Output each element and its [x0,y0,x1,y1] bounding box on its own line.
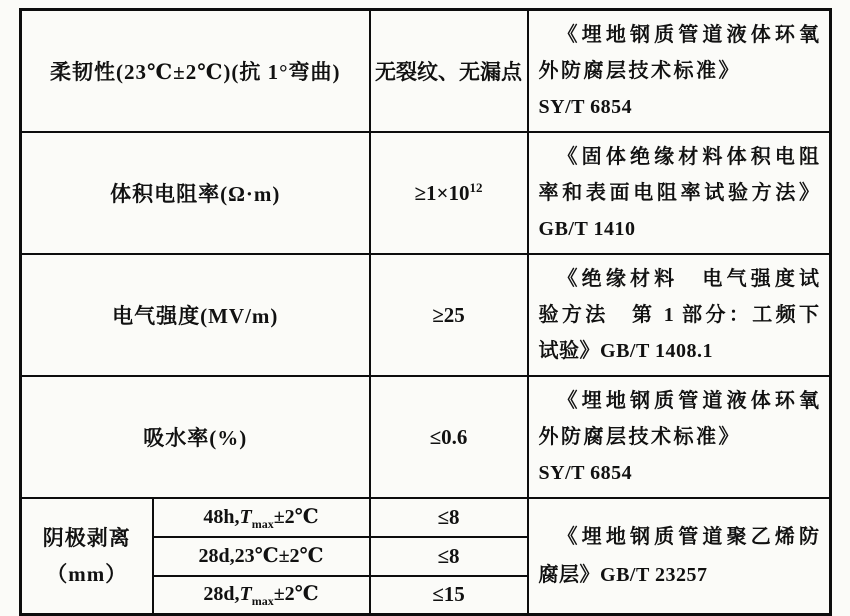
requirement-value: ≤8 [437,544,460,568]
requirement-value: ≥1×10 [414,181,470,205]
condition-text: 48h, [203,505,240,528]
property-cell [21,10,370,133]
standard-line: SY/T 6854 [538,462,633,484]
condition-cell [153,537,370,576]
standard-line: 《埋地钢质管道聚乙烯防 [557,525,820,548]
table-row [21,498,831,537]
standard-line: 《绝缘材料 电气强度试 [557,268,820,290]
standard-cell [528,376,831,498]
standards-table [19,8,832,616]
condition-text: ±2℃ [273,505,319,528]
requirement-value: ≥25 [432,302,465,327]
table-row [21,254,831,376]
property-label: 体积电阻率(Ω·m) [110,182,281,206]
requirement-cell [370,132,528,254]
condition-variable: T [239,505,252,528]
condition-cell [153,576,370,614]
property-cell [21,254,370,376]
standard-line: 《埋地钢质管道液体环氧 [557,24,820,46]
property-cell [21,376,370,498]
requirement-cell [370,10,528,133]
requirement-cell [370,498,528,537]
condition-text: 28d,23℃±2℃ [198,544,324,567]
property-label: 柔韧性(23℃±2℃)(抗 1°弯曲) [50,60,341,84]
requirement-value: ≤0.6 [429,424,468,449]
standard-cell [528,498,831,614]
standard-cell [528,254,831,376]
cathodic-label-cell [21,498,153,614]
table-row [21,10,831,133]
standard-line: 《固体绝缘材料体积电阻 [557,146,820,168]
condition-cell [153,498,370,537]
standard-cell [528,132,831,254]
cathodic-label-line: （mm） [46,561,128,586]
property-label: 电气强度(MV/m) [112,304,279,328]
table-row [21,376,831,498]
requirement-exponent: 12 [469,180,483,195]
condition-text: ±2℃ [273,582,319,605]
condition-subscript: max [251,516,274,531]
requirement-cell [370,576,528,614]
condition-subscript: max [251,593,274,608]
standard-line: 率和表面电阻率试验方法》 [538,182,820,204]
standard-line: GB/T 1410 [538,218,636,240]
requirement-cell [370,376,528,498]
property-cell [21,132,370,254]
standard-line: 《埋地钢质管道液体环氧 [557,390,820,412]
table-row [21,132,831,254]
standard-line: 试验》GB/T 1408.1 [538,340,713,362]
requirement-cell [370,537,528,576]
property-label: 吸水率(%) [143,426,248,450]
standard-line: 外防腐层技术标准》 [538,60,742,82]
condition-variable: T [239,582,252,605]
standard-line: 腐层》GB/T 23257 [538,563,708,586]
requirement-cell [370,254,528,376]
requirement-value: ≤8 [437,505,460,529]
cathodic-label-line: 阴极剥离 [42,525,131,550]
requirement-value: ≤15 [432,582,465,607]
requirement-value: 无裂纹、无漏点 [375,60,523,84]
standard-line: 验方法 第 1 部分：工频下 [538,304,820,326]
standard-cell [528,10,831,133]
condition-text: 28d, [203,582,240,605]
standard-line: SY/T 6854 [538,96,633,118]
standard-line: 外防腐层技术标准》 [538,426,742,448]
